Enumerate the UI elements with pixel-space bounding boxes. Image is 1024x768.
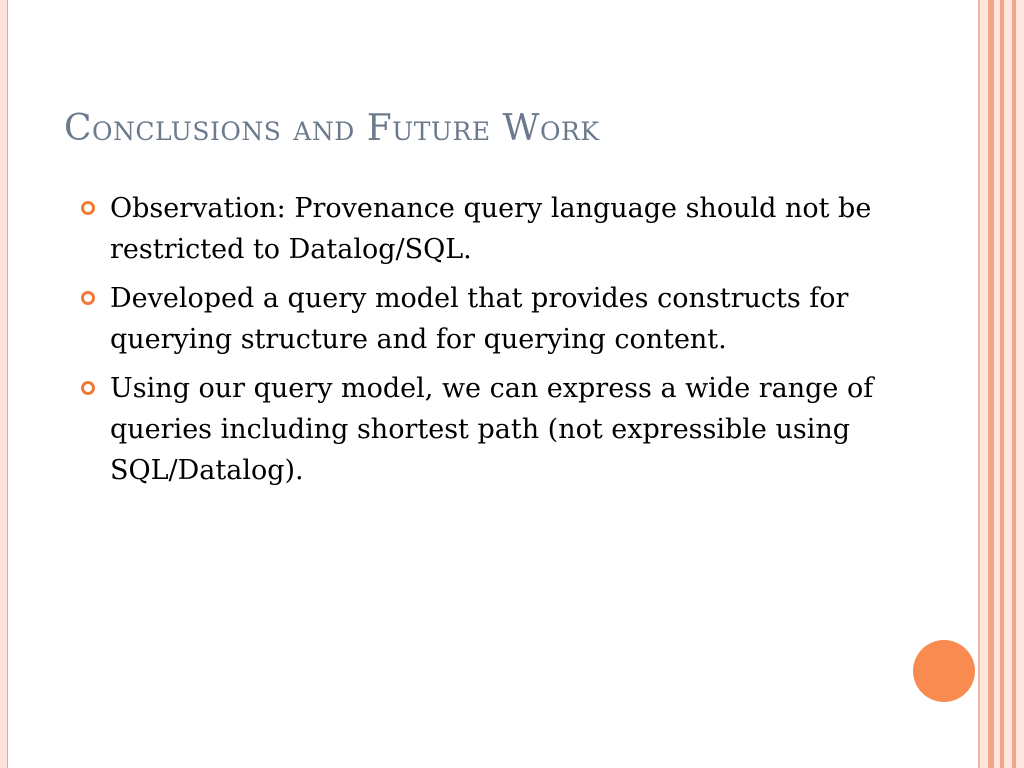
bullet-item [80,368,880,491]
slide-title: Conclusions and Future Work [64,108,600,149]
circle-bullet-icon [81,291,95,305]
right-stripe [1016,0,1024,768]
bullet-item [80,278,880,360]
bullet-text: Developed a query model that provides constructs for querying structure and for querying content. [110,283,849,355]
left-accent-border [0,0,8,768]
right-stripe [1004,0,1012,768]
circle-bullet-icon [81,201,95,215]
bullet-text: Using our query model, we can express a wide range of queries including shortest path (not expressible using SQL/Datalog). [110,373,874,486]
bullet-list [80,188,880,499]
circle-bullet-icon [81,381,95,395]
bullet-text: Observation: Provenance query language should not be restricted to Datalog/SQL. [110,193,872,265]
right-stripe [980,0,988,768]
decorative-circle [913,640,975,702]
bullet-item [80,188,880,270]
